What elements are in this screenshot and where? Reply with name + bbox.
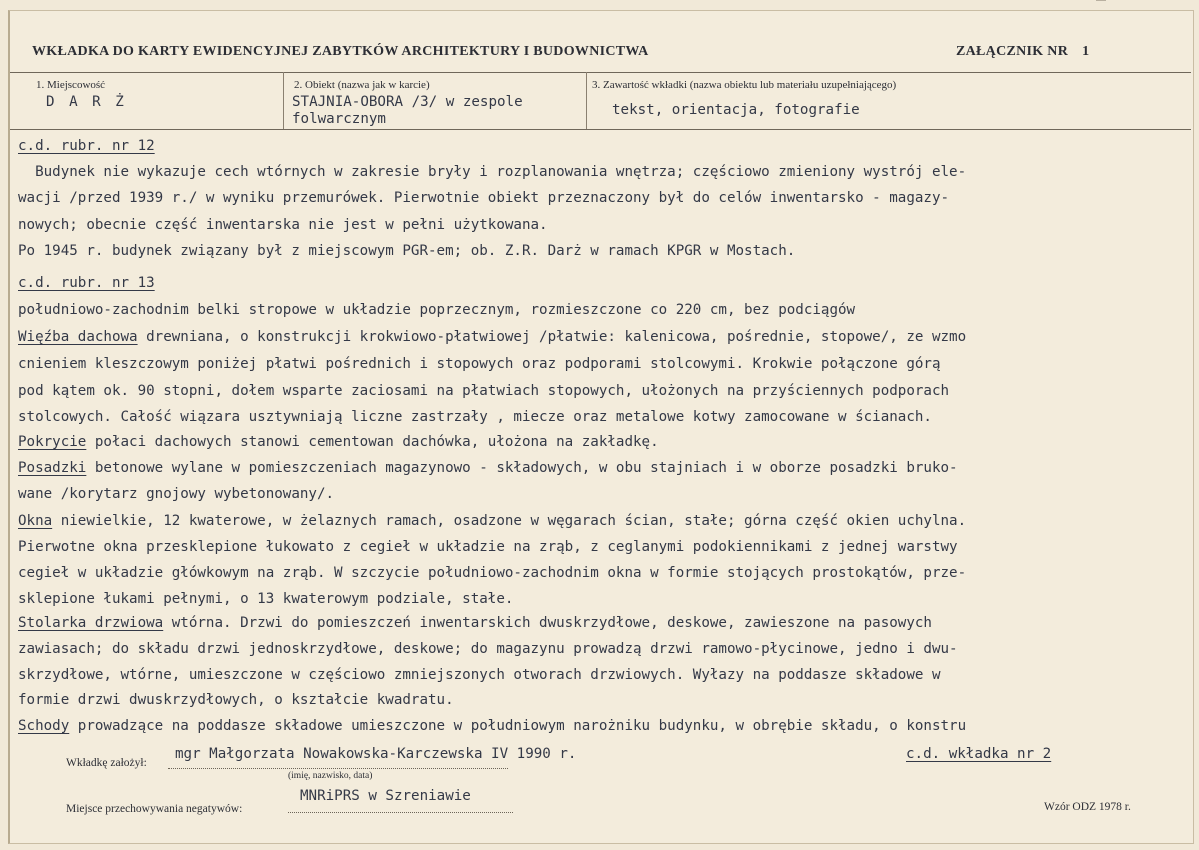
object-value-line2: folwarcznym — [292, 111, 386, 127]
okna-line-4: sklepione łukami pełnymi, o 13 kwaterowym podziale, stałe. — [18, 591, 514, 607]
pokrycie-term: Pokrycie — [18, 434, 87, 450]
object-label: 2. Obiekt (nazwa jak w karcie) — [294, 79, 430, 91]
annex-number: 1 — [1082, 44, 1090, 59]
schody-text: prowadzące na poddasze składowe umieszczone w południowym narożniku budynku, w obrębie składu, o konstru — [69, 718, 967, 734]
form-title: WKŁADKA DO KARTY EWIDENCYJNEJ ZABYTKÓW ARCHITEKTURY I BUDOWNICTWA — [32, 44, 649, 59]
section-12-line-1: Budynek nie wykazuje cech wtórnych w zakresie bryły i rozplanowania wnętrza; częściowo zmieniony wystrój ele- — [18, 164, 967, 180]
section-12-heading — [18, 138, 155, 154]
stolarka-text: wtórna. Drzwi do pomieszczeń inwentarskich dwuskrzydłowe, deskowe, zawieszone na pasowych — [163, 615, 932, 631]
wiezba-line-3: pod kątem ok. 90 stopni, dołem wsparte zaciosami na płatwiach stopowych, ułożonych na przyściennych podporach — [18, 383, 950, 399]
annex-label-text: ZAŁĄCZNIK NR — [956, 44, 1069, 59]
okna-term: Okna — [18, 513, 53, 529]
section-12-heading-text: c.d. rubr. nr 12 — [18, 138, 155, 154]
posadzki-term: Posadzki — [18, 460, 87, 476]
stolarka-term: Stolarka drzwiowa — [18, 615, 164, 631]
section-13-line-1: południowo-zachodnim belki stropowe w układzie poprzecznym, rozmieszczone co 220 cm, bez podciągów — [18, 302, 856, 318]
continued-note-text: c.d. wkładka nr 2 — [906, 746, 1052, 762]
wiezba-paragraph — [18, 329, 966, 345]
posadzki-line-2: wane /korytarz gnojowy wybetonowany/. — [18, 486, 335, 502]
section-13-heading — [18, 275, 155, 291]
posadzki-text: betonowe wylane w pomieszczeniach magazynowo - składowych, w obu stajniach i w oborze posadzki bruko- — [86, 460, 958, 476]
schody-term: Schody — [18, 718, 70, 734]
schody-paragraph — [18, 718, 966, 734]
header-bottom-rule — [10, 129, 1191, 130]
storage-line — [288, 812, 513, 813]
place-value: D A R Ż — [46, 94, 127, 110]
field-divider-1 — [283, 72, 284, 129]
storage-value: MNRiPRS w Szreniawie — [300, 788, 471, 804]
stolarka-line-2: zawiasach; do składu drzwi jednoskrzydłowe, deskowe; do magazynu prowadzą drzwi ramowo-płycinowe, jedno i dwu- — [18, 641, 958, 657]
posadzki-paragraph — [18, 460, 958, 476]
established-label: Wkładkę założył: — [66, 757, 147, 769]
stolarka-line-4: formie drzwi dwuskrzydłowych, o kształcie kwadratu. — [18, 692, 454, 708]
section-12-line-4: Po 1945 r. budynek związany był z miejscowym PGR-em; ob. Z.R. Darż w ramach KPGR w Mostach. — [18, 243, 796, 259]
name-caption: (imię, nazwisko, data) — [288, 771, 373, 781]
contents-label: 3. Zawartość wkładki (nazwa obiektu lub materiału uzupełniającego) — [592, 79, 897, 91]
wiezba-line-2: cnieniem kleszczowym poniżej płatwi pośrednich i stopowych oraz podporami stolcowymi. Krokwie połączone górą — [18, 356, 941, 372]
pokrycie-text: połaci dachowych stanowi cementowan dachówka, ułożona na zakładkę. — [86, 434, 659, 450]
section-12-line-3: nowych; obecnie część inwentarska nie jest w pełni użytkowana. — [18, 217, 548, 233]
field-divider-2 — [586, 72, 587, 129]
section-13-heading-text: c.d. rubr. nr 13 — [18, 275, 155, 291]
established-value: mgr Małgorzata Nowakowska-Karczewska IV 1990 r. — [175, 746, 577, 762]
header-top-rule — [10, 72, 1191, 73]
stolarka-paragraph — [18, 615, 932, 631]
corner-mark — [1096, 0, 1106, 1]
okna-line-2: Pierwotne okna przesklepione łukowato z cegieł w układzie na zrąb, z ceglanymi podokiennikami z jednej warstwy — [18, 539, 958, 555]
stolarka-line-3: skrzydłowe, wtórne, umieszczone w częściowo zmniejszonych otworach drzwiowych. Wyłazy na poddasze składowe w — [18, 667, 941, 683]
okna-paragraph — [18, 513, 966, 529]
wiezba-term: Więźba dachowa — [18, 329, 138, 345]
established-line — [168, 768, 508, 769]
contents-value: tekst, orientacja, fotografie — [612, 102, 860, 118]
annex-label — [956, 44, 1089, 60]
place-label: 1. Miejscowość — [36, 79, 106, 91]
section-12-line-2: wacji /przed 1939 r./ w wyniku przemurówek. Pierwotnie obiekt przeznaczony był do celów inwentarsko - magazy- — [18, 190, 950, 206]
continued-note — [906, 746, 1051, 762]
wiezba-line-4: stolcowych. Całość wiązara usztywniają liczne zastrzały , miecze oraz metalowe kotwy zamocowane w ścianach. — [18, 409, 932, 425]
okna-text: niewielkie, 12 kwaterowe, w żelaznych ramach, osadzone w węgarach ścian, stałe; górna część okien uchylna. — [52, 513, 967, 529]
pokrycie-paragraph — [18, 434, 659, 450]
form-code: Wzór ODZ 1978 r. — [1044, 801, 1131, 813]
storage-label: Miejsce przechowywania negatywów: — [66, 803, 243, 815]
okna-line-3: cegieł w układzie główkowym na zrąb. W szczycie południowo-zachodnim okna w formie stojących prostokątów, prze- — [18, 565, 967, 581]
wiezba-text: drewniana, o konstrukcji krokwiowo-płatwiowej /płatwie: kalenicowa, pośrednie, stopowe/, ze wzmo — [137, 329, 967, 345]
object-value-line1: STAJNIA-OBORA /3/ w zespole — [292, 94, 523, 110]
